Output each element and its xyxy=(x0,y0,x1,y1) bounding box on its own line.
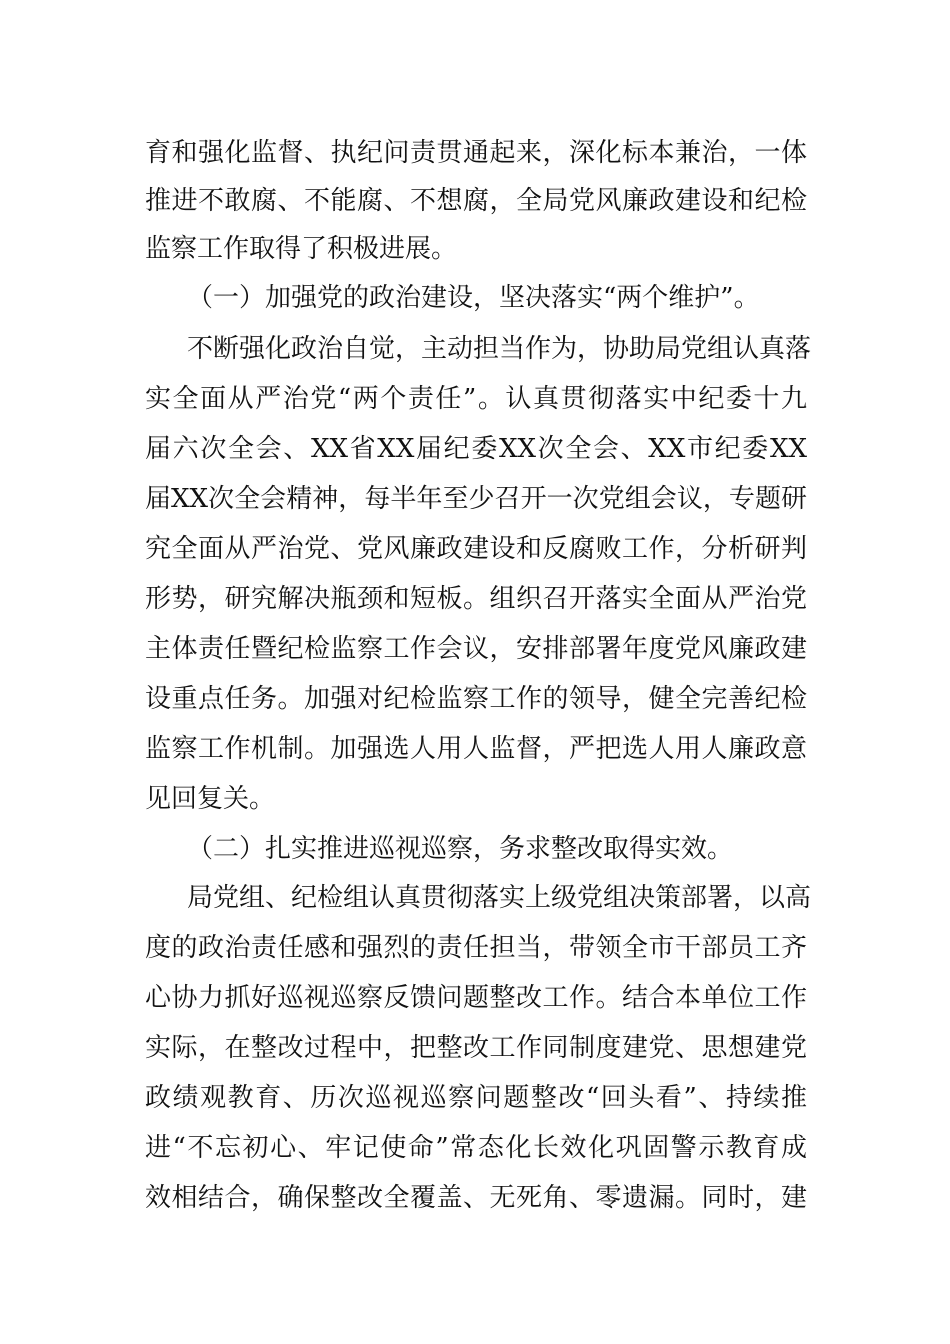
section-heading: （一）加强党的政治建设，坚决落实“两个维护”。 xyxy=(187,283,760,313)
body-text-line: 心协力抓好巡视巡察反馈问题整改工作。结合本单位工作 xyxy=(145,983,807,1013)
body-text-line: 政绩观教育、历次巡视巡察问题整改“回头看”、持续推 xyxy=(145,1083,807,1113)
body-text-line: 届XX次全会精神，每半年至少召开一次党组会议，专题研 xyxy=(145,484,807,514)
body-text-line: 育和强化监督、执纪问责贯通起来，深化标本兼治，一体 xyxy=(145,138,807,168)
body-text-line: 届六次全会、XX省XX届纪委XX次全会、XX市纪委XX xyxy=(145,434,807,464)
body-text-line: 实全面从严治党“两个责任”。认真贯彻落实中纪委十九 xyxy=(145,384,807,414)
body-text-line: 究全面从严治党、党风廉政建设和反腐败工作，分析研判 xyxy=(145,534,807,564)
body-text-line: 设重点任务。加强对纪检监察工作的领导，健全完善纪检 xyxy=(145,684,807,714)
body-text-line: 实际，在整改过程中，把整改工作同制度建党、思想建党 xyxy=(145,1033,807,1063)
body-text-line: 监察工作机制。加强选人用人监督，严把选人用人廉政意 xyxy=(145,734,807,764)
body-text-line: 形势，研究解决瓶颈和短板。组织召开落实全面从严治党 xyxy=(145,584,807,614)
body-text-line: 进“不忘初心、牢记使命”常态化长效化巩固警示教育成 xyxy=(145,1133,807,1163)
body-text-line: 局党组、纪检组认真贯彻落实上级党组决策部署，以高 xyxy=(187,883,812,913)
body-text-line: 见回复关。 xyxy=(145,784,276,814)
body-text-line: 不断强化政治自觉，主动担当作为，协助局党组认真落 xyxy=(187,334,812,364)
body-text-line: 监察工作取得了积极进展。 xyxy=(145,234,458,264)
body-text-line: 度的政治责任感和强烈的责任担当，带领全市干部员工齐 xyxy=(145,933,807,963)
body-text-line: 效相结合，确保整改全覆盖、无死角、零遗漏。同时，建 xyxy=(145,1183,807,1213)
body-text-line: 主体责任暨纪检监察工作会议，安排部署年度党风廉政建 xyxy=(145,634,807,664)
section-heading: （二）扎实推进巡视巡察，务求整改取得实效。 xyxy=(187,834,734,864)
body-text-line: 推进不敢腐、不能腐、不想腐，全局党风廉政建设和纪检 xyxy=(145,186,807,216)
